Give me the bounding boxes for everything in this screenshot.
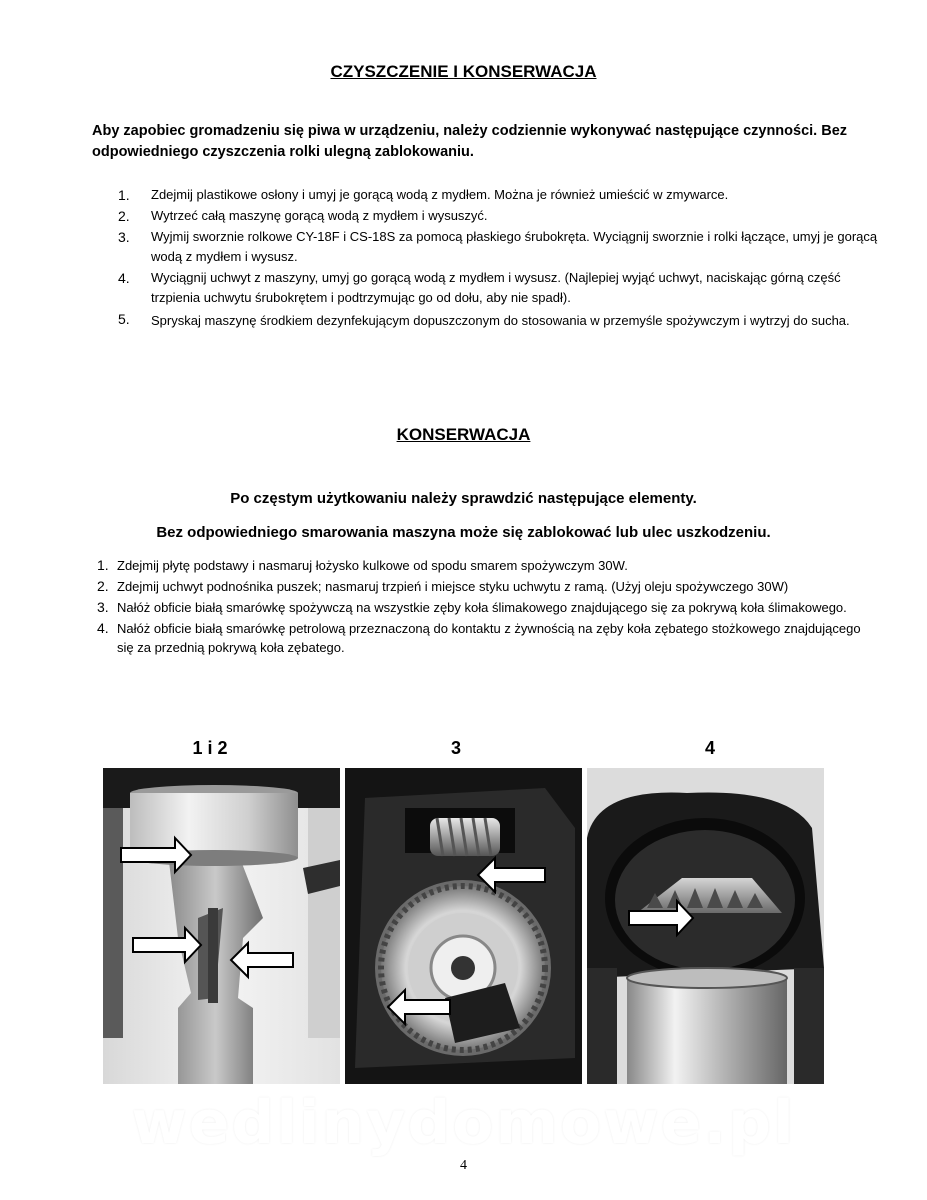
figure-caption-3: 4 xyxy=(704,738,715,758)
photo-worm-gear xyxy=(345,768,582,1084)
figure-caption-2: 3 xyxy=(450,738,461,758)
watermark: wedlinydomowe.pl xyxy=(131,1088,796,1158)
list-item: 1. Zdejmij płytę podstawy i nasmaruj łożysko kulkowe od spodu smarem spożywczym 30W. xyxy=(97,557,628,573)
figure-caption-1: 1 i 2 xyxy=(192,738,228,758)
page-number: 4 xyxy=(460,1158,467,1173)
section-title-maintenance: KONSERWACJA xyxy=(396,425,531,444)
list-item: 2. Zdejmij uchwyt podnośnika puszek; nasmaruj trzpień i miejsce styku uchwytu z ramą. (Użyj oleju spożywczego 30W) xyxy=(97,578,789,594)
maintenance-line-1: Po częstym użytkowaniu należy sprawdzić następujące elementy. xyxy=(230,490,697,507)
list-item: 4. Nałóż obficie białą smarówkę petrolową przeznaczoną do kontaktu z żywnością na zęby koła zębatego stożkowego znajdującego się za przednią pokrywą koła zębatego. xyxy=(97,620,861,655)
section-title-cleaning: CZYSZCZENIE I KONSERWACJA xyxy=(330,62,597,81)
list-item: 4. Wyciągnij uchwyt z maszyny, umyj go gorącą wodą z mydłem i wysusz. (Najlepiej wyjąć uchwyt, naciskając górną część trzpienia uchwytu śrubokrętem i podtrzymując go od dołu, aby nie spadł). xyxy=(118,270,841,305)
maintenance-line-2: Bez odpowiedniego smarowania maszyna może się zablokować lub ulec uszkodzeniu. xyxy=(156,524,771,541)
cleaning-intro: Aby zapobiec gromadzeniu się piwa w urządzeniu, należy codziennie wykonywać następujące czynności. Bez odpowiedniego czyszczenia rolki ulegną zablokowaniu. xyxy=(92,123,848,160)
list-item: 3. Nałóż obficie białą smarówkę spożywczą na wszystkie zęby koła ślimakowego znajdującego się za pokrywą koła ślimakowego. xyxy=(97,599,847,615)
list-item: 5. Spryskaj maszynę środkiem dezynfekującym dopuszczonym do stosowania w przemyśle spożywczym i wytrzyj do sucha. xyxy=(118,311,850,328)
cleaning-steps xyxy=(118,185,888,334)
list-item: 2. Wytrzeć całą maszynę gorącą wodą z mydłem i wysuszyć. xyxy=(118,208,488,224)
photo-can-lifter xyxy=(103,768,340,1084)
list-item: 1. Zdejmij plastikowe osłony i umyj je gorącą wodą z mydłem. Można je również umieścić w zmywarce. xyxy=(118,187,729,203)
list-item: 3. Wyjmij sworznie rolkowe CY-18F i CS-18S za pomocą płaskiego śrubokręta. Wyciągnij sworznie i rolki łączące, umyj je gorącą wodą z mydłem i wysusz. xyxy=(118,229,878,264)
photo-bevel-gear xyxy=(587,768,824,1084)
maintenance-steps xyxy=(97,556,877,659)
